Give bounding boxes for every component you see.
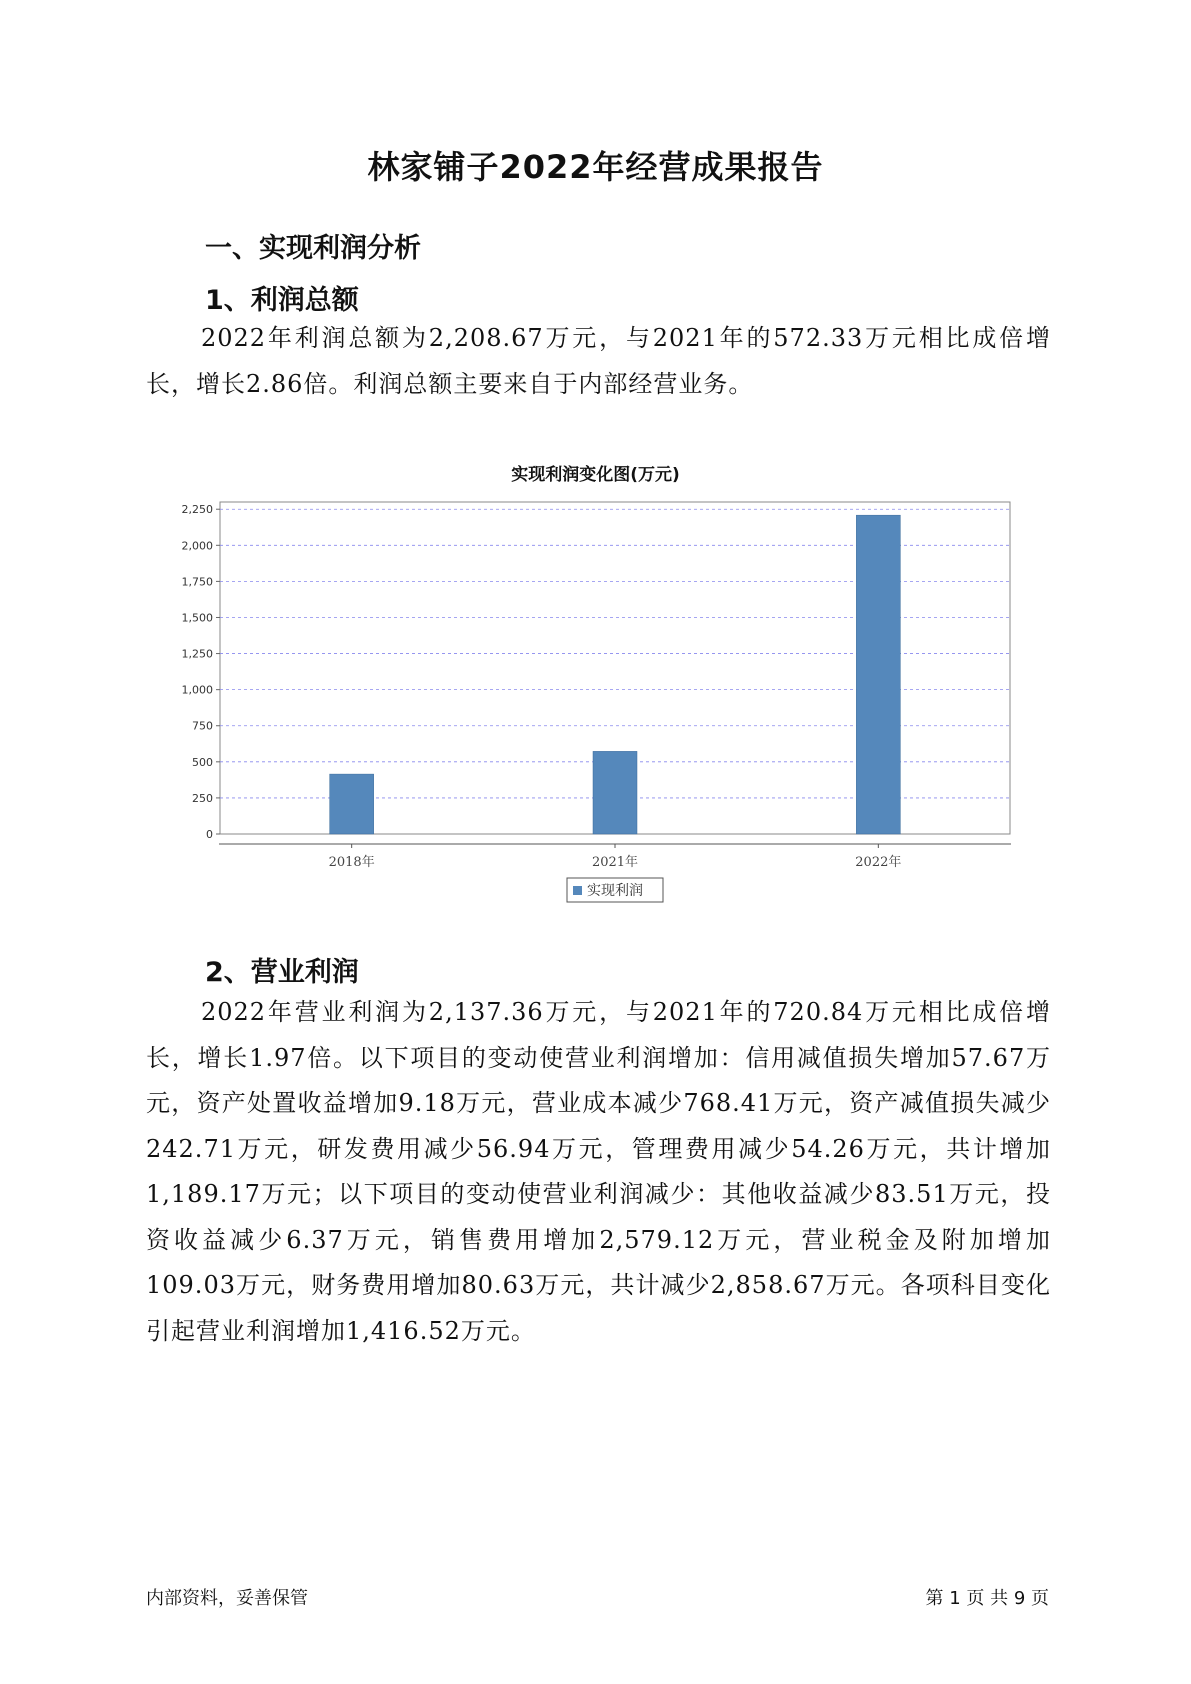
x-tick-label: 2021年 [591,855,639,870]
y-tick-label: 2,000 [181,539,213,553]
chart-title: 实现利润变化图(万元) [511,465,680,485]
y-tick-label: 1,000 [181,683,213,697]
y-tick-label: 0 [206,828,213,841]
footer-confidential-note: 内部资料，妥善保管 [146,1588,308,1609]
x-tick-label: 2022年 [855,855,902,870]
paragraph-operating-profit: 2022年营业利润为2,137.36万元，与2021年的720.84万元相比成倍增长，增长1.97倍。以下项目的变动使营业利润增加：信用减值损失增加57.67万元，资产处置收益增加9.18万元，营业成本减少768.41万元，资产减值损失减少242.71万元，研发费用减少56.94万元，管理费用减少54.26万元，共计增加1,189.17万元；以下项目的变动使营业利润减少：其他收益减少83.51万元，投资收益减少6.37万元，销售费用增加2,579.12万元，营业税金及附加增加109.03万元，财务费用增加80.63万元，共计减少2,858.67万元。各项科目变化引起营业利润增加1,416.52万元。 [146,998,1051,1345]
section-heading: 一、实现利润分析 [205,233,421,264]
x-tick-label: 2018年 [328,855,375,870]
y-tick-label: 1,750 [181,575,213,589]
page-title: 林家铺子2022年经营成果报告 [367,148,824,186]
y-tick-label: 750 [192,719,213,733]
bar [856,515,900,834]
y-tick-label: 1,250 [181,647,213,661]
y-tick-label: 250 [192,791,213,805]
y-tick-label: 2,250 [181,503,213,517]
y-tick-label: 500 [192,755,213,769]
legend-swatch [573,886,582,895]
legend-label: 实现利润 [587,883,643,899]
subsection-heading-operating-profit: 2、营业利润 [205,957,359,988]
subsection-heading-profit-total: 1、利润总额 [205,285,359,316]
paragraph-profit-total: 2022年利润总额为2,208.67万元，与2021年的572.33万元相比成倍增长，增长2.86倍。利润总额主要来自于内部经营业务。 [146,324,1051,398]
bar [593,751,637,834]
bar [330,774,374,834]
y-tick-label: 1,500 [181,611,213,625]
footer-page-number: 第 1 页 共 9 页 [925,1588,1049,1609]
profit-bar-chart [150,490,1050,899]
